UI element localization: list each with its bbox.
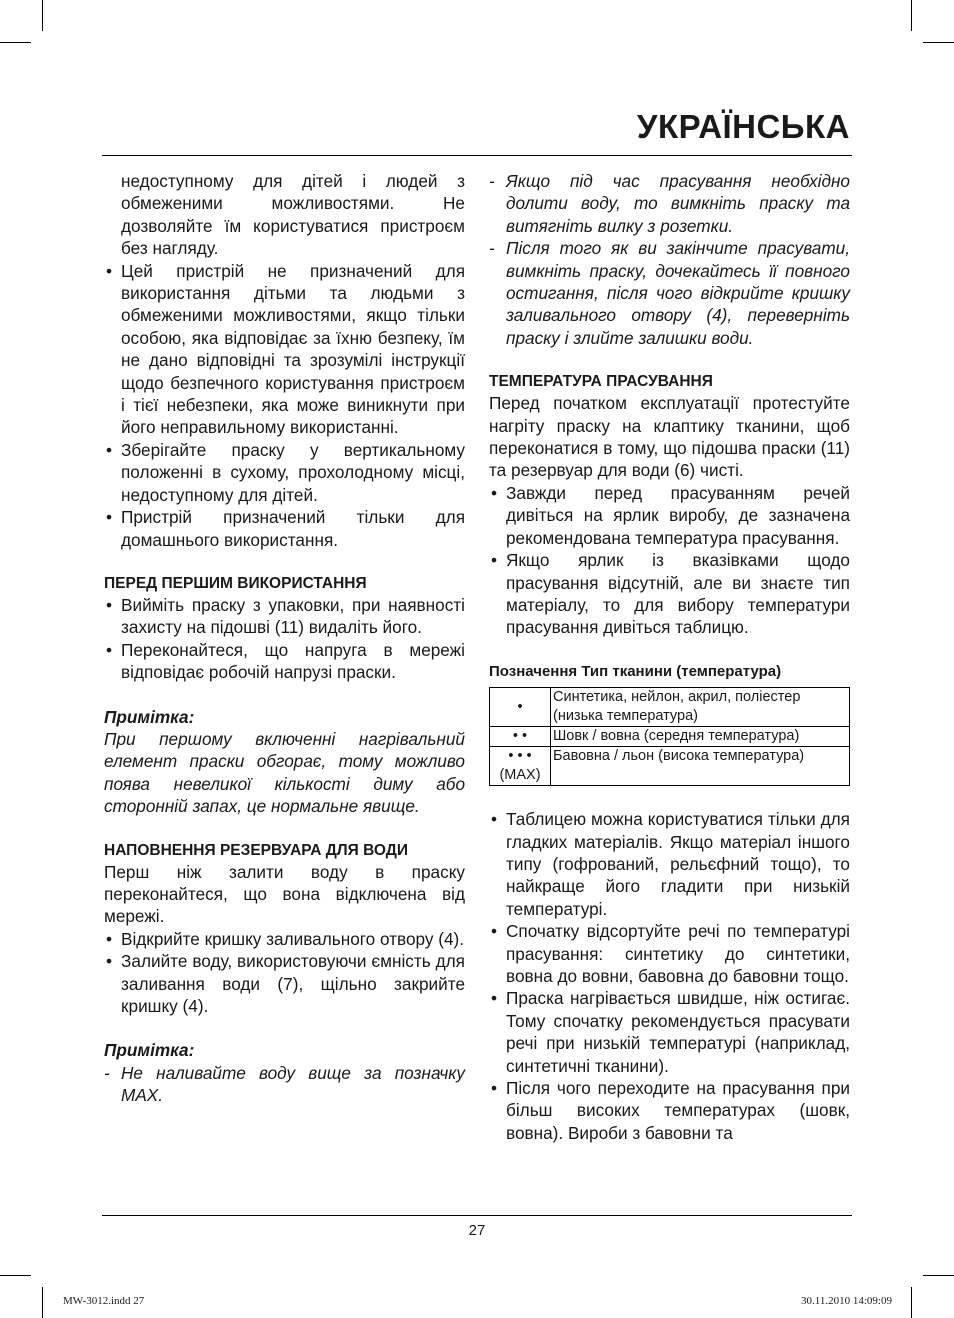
- intro-continuation: недоступному для дітей і людей з обмеженими можливостями. Не дозволяйте їм користуватися пристроєм без нагляду.: [121, 171, 465, 259]
- list-item: • Переконайтеся, що напруга в мережі відповідає робочій напрузі праски.: [106, 639, 465, 683]
- bullet-icon: •: [491, 809, 498, 830]
- note-heading: Примітка:: [104, 1040, 195, 1061]
- bullet-icon: •: [491, 1078, 498, 1098]
- list-item: • Завжди перед прасуванням речей дивіться на ярлик виробу, де зазначена рекомендована температура прасування.: [491, 482, 850, 548]
- list-item: • Залийте воду, використовуючи ємність для заливання води (7), щільно закрийте кришку (4).: [106, 951, 465, 1016]
- right-column: [489, 170, 850, 1144]
- list-item: • Таблицею можна користуватися тільки для гладких матеріалів. Якщо матеріал іншого типу (гофрований, рельєфний тощо), то найкраще його гладити при низькій температурі.: [491, 809, 850, 919]
- dash-icon: -: [489, 171, 495, 191]
- crop-mark: [923, 42, 954, 43]
- page-title: УКРАЇНСЬКА: [636, 108, 850, 145]
- bullet-icon: •: [491, 921, 498, 942]
- list-item: - Після того як ви закінчите прасувати, вимкніть праску, дочекайтесь її повного остигання, після чого відкрийте кришку заливального отвору (4), переверніть праску і злийте залишки води.: [489, 238, 850, 348]
- header-rule: [102, 155, 852, 156]
- fabric-temperature-table: [489, 687, 850, 786]
- list-item: • Зберігайте праску у вертикальному положенні в сухому, прохолодному місці, недоступному для дітей.: [106, 439, 465, 505]
- temperature-symbol: •: [490, 688, 551, 727]
- dash-icon: -: [104, 1062, 110, 1083]
- page-number: 27: [468, 1222, 486, 1239]
- bullet-icon: •: [106, 439, 113, 460]
- list-item: • Пристрій призначений тільки для домашнього використання.: [106, 507, 465, 550]
- list-item: • Спочатку відсортуйте речі по температурі прасування: синтетику до синтетики, вовна до вовни, бавовна до бавовни тощо.: [491, 921, 850, 986]
- fabric-type: Шовк / вовна (середня температура): [551, 727, 850, 747]
- file-info: MW-3012.indd 27: [63, 1295, 145, 1307]
- section-heading-before-first-use: ПЕРЕД ПЕРШИМ ВИКОРИСТАННЯ: [104, 574, 367, 592]
- list-item: - Не наливайте воду вище за позначку MAX.: [104, 1062, 465, 1106]
- bullet-icon: •: [106, 928, 113, 949]
- list-item: • Якщо ярлик із вказівками щодо прасування відсутній, але ви знаєте тип матеріалу, то для вибору температури прасування дивіться таблицю.: [491, 550, 850, 638]
- temperature-symbol: • • • (MAX): [490, 747, 551, 786]
- bullet-icon: •: [491, 550, 498, 571]
- section-text: Перед початком експлуатації протестуйте нагріту праску на клаптику тканини, щоб переконатися в тому, що підошва праски (11) та резервуар для води (6) чисті.: [489, 393, 850, 481]
- list-item: • Після чого переходите на прасування при більш високих температурах (шовк, вовна). Вироби з бавовни та: [491, 1078, 850, 1143]
- bullet-icon: •: [106, 639, 113, 660]
- table-row: [490, 747, 850, 786]
- list-item: • Праска нагрівається швидше, ніж остигає. Тому спочатку рекомендується прасувати речі при низькій температурі (наприклад, синтетичні тканини).: [491, 988, 850, 1076]
- table-row: [490, 688, 850, 727]
- note-heading: Примітка:: [104, 706, 195, 727]
- section-heading-ironing-temperature: ТЕМПЕРАТУРА ПРАСУВАННЯ: [489, 373, 713, 391]
- list-item: - Якщо під час прасування необхідно долити воду, то вимкніть праску та витягніть вилку з розетки.: [489, 171, 850, 236]
- bullet-icon: •: [106, 951, 113, 972]
- footer-rule: [102, 1215, 852, 1216]
- crop-mark: [923, 1275, 954, 1276]
- fabric-type: Бавовна / льон (висока температура): [551, 747, 850, 786]
- dash-icon: -: [489, 238, 495, 259]
- table-header: Позначення Тип тканини (температура): [489, 662, 782, 680]
- crop-mark: [911, 0, 912, 31]
- section-text: Перш ніж залити воду в праску переконайтеся, що вона відключена від мережі.: [104, 861, 465, 927]
- bullet-icon: •: [491, 988, 498, 1009]
- list-item: • Вийміть праску з упаковки, при наявності захисту на підошві (11) видаліть його.: [106, 594, 465, 638]
- crop-mark: [42, 1287, 43, 1318]
- table-row: [490, 727, 850, 747]
- bullet-icon: •: [106, 507, 113, 528]
- temperature-symbol: • •: [490, 727, 551, 747]
- section-heading-filling-tank: НАПОВНЕННЯ РЕЗЕРВУАРА ДЛЯ ВОДИ: [104, 841, 408, 859]
- crop-mark: [911, 1287, 912, 1318]
- note-text: При першому включенні нагрівальний елемент праски обгорає, тому можливо поява невеликої кількості диму або сторонній запах, це нормальне явище.: [104, 728, 465, 817]
- fabric-type: Синтетика, нейлон, акрил, поліестер (низька температура): [551, 688, 850, 727]
- bullet-icon: •: [491, 482, 498, 503]
- print-datetime: 30.11.2010 14:09:09: [801, 1295, 892, 1307]
- list-item: • Цей пристрій не призначений для використання дітьми та людьми з обмеженими можливостями, якщо тільки особою, яка відповідає за їхню безпеку, їм не дано відповідні та зрозумілі інструкції щодо безпечного користування пристроєм і тієї небезпеки, яка може виникнути при його неправильному використанні.: [106, 260, 465, 438]
- bullet-icon: •: [106, 594, 113, 615]
- crop-mark: [0, 1275, 31, 1276]
- left-column: [104, 170, 465, 1107]
- list-item: • Відкрийте кришку заливального отвору (4).: [106, 928, 465, 949]
- crop-mark: [0, 42, 31, 43]
- bullet-icon: •: [106, 260, 113, 281]
- crop-mark: [42, 0, 43, 31]
